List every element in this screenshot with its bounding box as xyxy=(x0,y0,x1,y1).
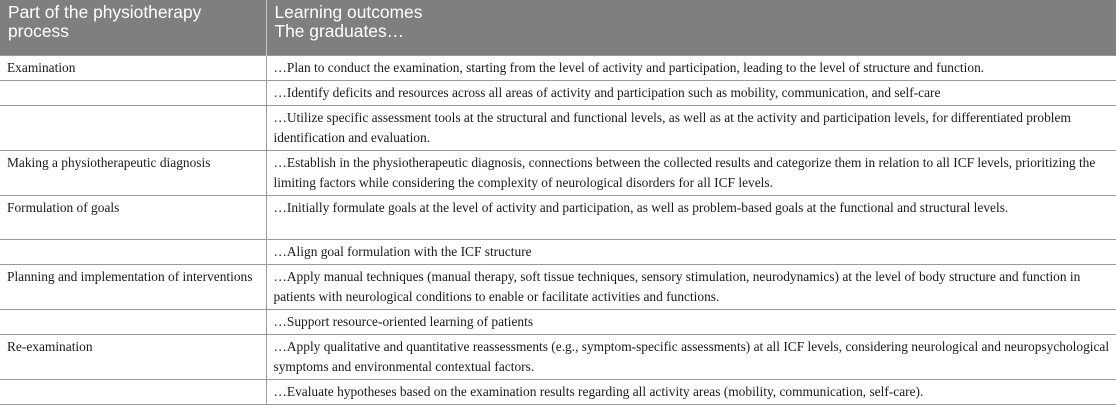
header-physiotherapy-process xyxy=(0,0,266,55)
process-cell xyxy=(0,239,266,264)
table-row xyxy=(0,309,1116,334)
table-row xyxy=(0,195,1116,239)
outcome-cell: …Identify deficits and resources across all areas of activity and participation such as mobility, communication, and self-care xyxy=(266,80,1116,105)
header-learning-outcomes-subtitle: The graduates… xyxy=(274,21,405,41)
table-row xyxy=(0,150,1116,195)
outcome-cell: …Establish in the physiotherapeutic diagnosis, connections between the collected results and categorize them in relation to all ICF levels, prioritizing the limiting factors while considering the complexity of neurological disorders for all ICF levels. xyxy=(266,150,1116,195)
outcome-cell: …Utilize specific assessment tools at the structural and functional levels, as well as at the activity and participation levels, for differentiated problem identification and evaluation. xyxy=(266,105,1116,150)
process-cell: Formulation of goals xyxy=(0,195,266,239)
table-row xyxy=(0,379,1116,404)
header-learning-outcomes-title: Learning outcomes xyxy=(274,2,423,22)
process-cell: Examination xyxy=(0,55,266,80)
table-row xyxy=(0,334,1116,379)
header-row xyxy=(0,0,1116,55)
header-learning-outcomes xyxy=(266,0,1116,55)
outcome-cell: …Align goal formulation with the ICF structure xyxy=(266,239,1116,264)
process-cell: Planning and implementation of interventions xyxy=(0,264,266,309)
table-row xyxy=(0,239,1116,264)
process-cell: Making a physiotherapeutic diagnosis xyxy=(0,150,266,195)
table-row xyxy=(0,55,1116,80)
table-row xyxy=(0,105,1116,150)
process-cell xyxy=(0,105,266,150)
outcome-cell: …Apply qualitative and quantitative reassessments (e.g., symptom-specific assessments) at all ICF levels, considering neurological and neuropsychological symptoms and environmental contextual factors. xyxy=(266,334,1116,379)
outcome-cell: …Evaluate hypotheses based on the examination results regarding all activity areas (mobility, communication, self-care). xyxy=(266,379,1116,404)
outcome-cell: …Support resource-oriented learning of patients xyxy=(266,309,1116,334)
outcome-cell: …Plan to conduct the examination, starting from the level of activity and participation, leading to the level of structure and function. xyxy=(266,55,1116,80)
table-row xyxy=(0,80,1116,105)
process-cell: Re-examination xyxy=(0,334,266,379)
table-header xyxy=(0,0,1116,55)
header-physiotherapy-process-label: Part of the physiotherapy process xyxy=(8,2,202,41)
process-cell xyxy=(0,379,266,404)
table-row xyxy=(0,264,1116,309)
table-body xyxy=(0,55,1116,404)
outcome-cell: …Initially formulate goals at the level of activity and participation, as well as problem-based goals at the functional and structural levels. xyxy=(266,195,1116,239)
process-cell xyxy=(0,80,266,105)
outcome-cell: …Apply manual techniques (manual therapy, soft tissue techniques, sensory stimulation, neurodynamics) at the level of body structure and function in patients with neurological conditions to enable or facilitate activities and functions. xyxy=(266,264,1116,309)
process-cell xyxy=(0,309,266,334)
